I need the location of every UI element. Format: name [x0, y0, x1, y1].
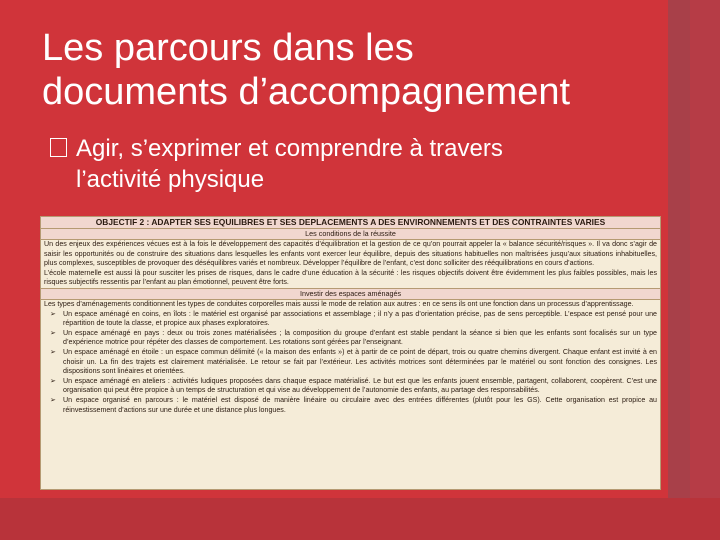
- bullet-text-line-1: Agir, s’exprimer et comprendre à travers: [76, 135, 503, 162]
- section-heading-espaces: Investir des espaces aménagés: [41, 288, 660, 300]
- list-item: ➢ Un espace aménagé en coins, en îlots : le matériel est organisé par associations et assemblage ; il n’y a pas d’orientation précise, pas de sens perceptible. L’espace est pensé pour une répartition de toute la classe, et propice aux phases exploratoires.: [50, 309, 657, 328]
- slide-title-line-1: Les parcours dans les: [42, 27, 414, 69]
- section-heading-conditions: Les conditions de la réussite: [41, 229, 660, 240]
- list-item: ➢ Un espace organisé en parcours : le matériel est disposé de manière linéaire ou circulaire avec des entrées différentes (plutôt pour les GS). Cette organisation est propice au réinvestissement d’actions sur une durée et une distance plus longues.: [50, 395, 657, 414]
- objective-heading: OBJECTIF 2 : ADAPTER SES EQUILIBRES ET SES DEPLACEMENTS A DES ENVIRONNEMENTS ET DES CONTRAINTES VARIES: [41, 217, 660, 229]
- arrow-bullet-icon: ➢: [50, 310, 56, 318]
- paragraph: Les types d’aménagements conditionnent les types de conduites corporelles mais aussi le mode de relation aux autres : en ce sens ils ont une fonction dans un processus d’apprentissage.: [44, 299, 634, 308]
- slide-title: [42, 26, 662, 114]
- list-item: ➢ Un espace aménagé en pays : deux ou trois zones matérialisées ; la composition du groupe d’enfant est stable pendant la séance si bien que les enfants sont focalisés sur un type d’expérience motrice pour répéter des classes de comportement. Les rotations sont gérées par l’enseignant.: [50, 328, 657, 347]
- list-item: ➢ Un espace aménagé en étoile : un espace commun délimité (« la maison des enfants ») et à partir de ce point de départ, trois ou quatre chemins divergent. Chaque enfant est invité à en choisir un. La fin des trajets est clairement matérialisée. Le retour se fait par l’extérieur. Les activités motrices sont déterminées par le matériel ou sont fonction des consignes. Les dispositions sont linéaires et orientées.: [50, 347, 657, 376]
- paragraph: Un des enjeux des expériences vécues est à la fois le développement des capacités d’équilibration et la gestion de ce qu’on pourrait appeler la « balance sécurité/risques ». Il va donc s’agir de saisir les opportunités ou de construire des situations dans lesquelles les enfants vont exercer leur équilibre, depuis des situations habituelles non maîtrisées jusqu’aux situations inhabituelles, plus complexes, susceptibles de provoquer des déséquilibres variés et nombreux. Développer l’équilibre de l’enfant, c’est donc solliciter des rééquilibrations en cours d’actions.: [44, 240, 657, 268]
- decorative-bottom-band: [0, 498, 720, 540]
- arrow-bullet-icon: ➢: [50, 329, 56, 337]
- bullet-text-line-2: l’activité physique: [76, 166, 265, 193]
- arrow-bullet-icon: ➢: [50, 396, 56, 404]
- document-excerpt: [40, 216, 661, 490]
- slide-title-line-2: documents d’accompagnement: [42, 71, 571, 113]
- arrow-bullet-icon: ➢: [50, 377, 56, 385]
- space-types-list: [41, 310, 660, 416]
- paragraph: L’école maternelle est aussi là pour susciter les prises de risques, dans le cadre d’une éducation à la sécurité : les risques objectifs doivent être évidemment les plus faibles possibles, mais les risques subjectifs ressentis par l’enfant au plan émotionnel, peuvent être forts.: [44, 268, 657, 287]
- decorative-side-stripe: [690, 0, 720, 540]
- square-bullet-icon: [50, 138, 67, 157]
- bullet-item: [50, 133, 650, 195]
- list-item: ➢ Un espace aménagé en ateliers : activités ludiques proposées dans chaque espace matérialisé. Le but est que les enfants jouent ensemble, partagent, collaborent, coopèrent. C’est une organisation qui peut être propice à un temps de structuration et qui vise au développement de l’autonomie des enfants, au partage des responsabilités.: [50, 376, 657, 395]
- arrow-bullet-icon: ➢: [50, 348, 56, 356]
